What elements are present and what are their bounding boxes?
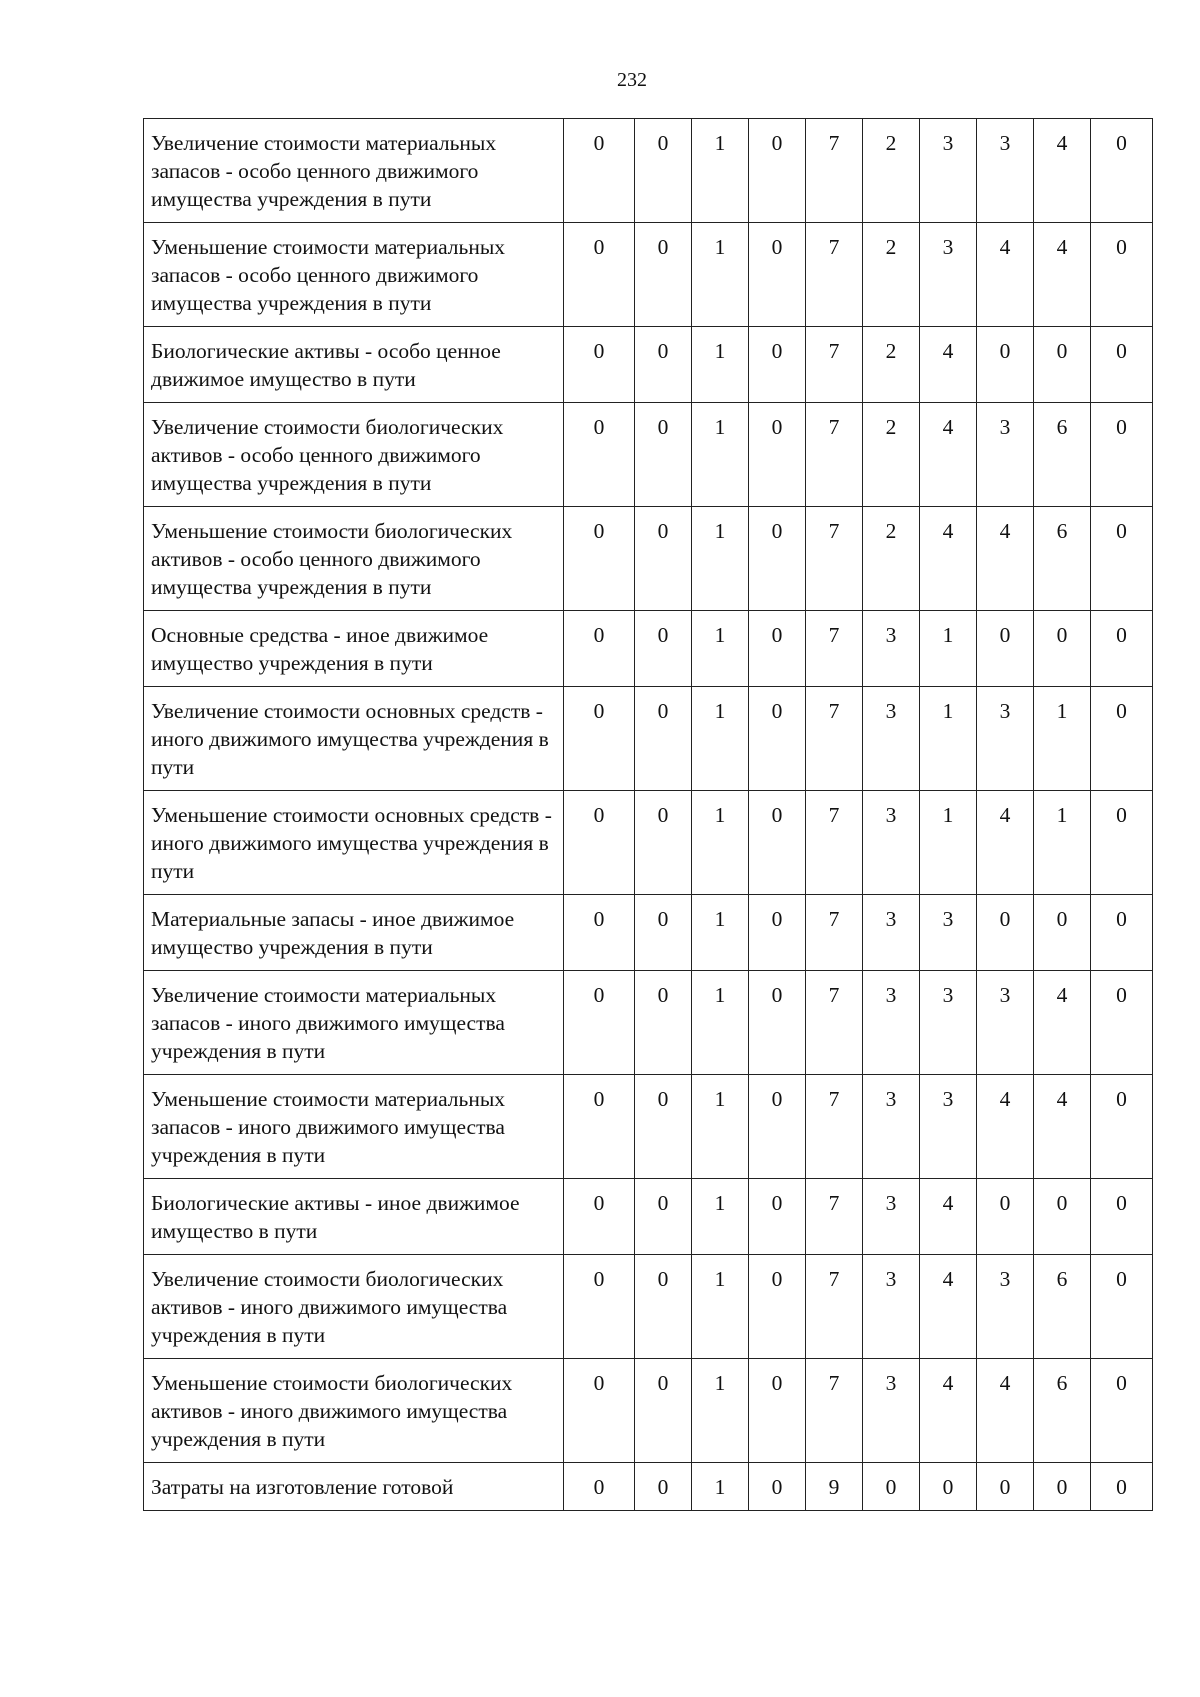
code-digit-cell: 3 — [920, 895, 977, 971]
account-name-cell: Уменьшение стоимости основных средств - иного движимого имущества учреждения в пути — [144, 791, 564, 895]
code-digit-cell: 3 — [977, 403, 1034, 507]
account-name-cell: Увеличение стоимости материальных запасов - особо ценного движимого имущества учреждения в пути — [144, 119, 564, 223]
code-digit-cell: 4 — [920, 1255, 977, 1359]
table-row — [144, 1359, 1153, 1463]
code-digit-cell: 3 — [920, 223, 977, 327]
account-codes-table — [143, 118, 1153, 1511]
account-name-cell: Увеличение стоимости основных средств - иного движимого имущества учреждения в пути — [144, 687, 564, 791]
code-digit-cell: 0 — [635, 223, 692, 327]
code-digit-cell: 0 — [1091, 1179, 1153, 1255]
code-digit-cell: 1 — [692, 119, 749, 223]
code-digit-cell: 0 — [635, 327, 692, 403]
code-digit-cell: 1 — [920, 687, 977, 791]
code-digit-cell: 7 — [806, 1179, 863, 1255]
code-digit-cell: 0 — [1091, 1075, 1153, 1179]
code-digit-cell: 7 — [806, 1075, 863, 1179]
code-digit-cell: 0 — [635, 1255, 692, 1359]
code-digit-cell: 0 — [749, 895, 806, 971]
code-digit-cell: 4 — [1034, 223, 1091, 327]
code-digit-cell: 0 — [749, 791, 806, 895]
code-digit-cell: 3 — [863, 1255, 920, 1359]
code-digit-cell: 7 — [806, 507, 863, 611]
code-digit-cell: 7 — [806, 895, 863, 971]
code-digit-cell: 0 — [1091, 119, 1153, 223]
code-digit-cell: 0 — [863, 1463, 920, 1511]
code-digit-cell: 2 — [863, 119, 920, 223]
code-digit-cell: 0 — [564, 1359, 635, 1463]
code-digit-cell: 3 — [863, 895, 920, 971]
code-digit-cell: 0 — [635, 1359, 692, 1463]
code-digit-cell: 0 — [1091, 791, 1153, 895]
code-digit-cell: 7 — [806, 327, 863, 403]
code-digit-cell: 1 — [692, 327, 749, 403]
code-digit-cell: 0 — [564, 1255, 635, 1359]
code-digit-cell: 0 — [920, 1463, 977, 1511]
code-digit-cell: 0 — [564, 791, 635, 895]
code-digit-cell: 0 — [564, 119, 635, 223]
code-digit-cell: 0 — [977, 1463, 1034, 1511]
code-digit-cell: 0 — [1091, 895, 1153, 971]
code-digit-cell: 0 — [564, 971, 635, 1075]
table-row — [144, 223, 1153, 327]
code-digit-cell: 0 — [635, 119, 692, 223]
code-digit-cell: 0 — [1091, 327, 1153, 403]
code-digit-cell: 7 — [806, 611, 863, 687]
code-digit-cell: 3 — [863, 1179, 920, 1255]
code-digit-cell: 7 — [806, 1359, 863, 1463]
code-digit-cell: 0 — [1091, 611, 1153, 687]
code-digit-cell: 0 — [1034, 1179, 1091, 1255]
code-digit-cell: 3 — [863, 791, 920, 895]
code-digit-cell: 3 — [863, 687, 920, 791]
code-digit-cell: 3 — [863, 611, 920, 687]
account-name-cell: Основные средства - иное движимое имущество учреждения в пути — [144, 611, 564, 687]
code-digit-cell: 0 — [749, 1255, 806, 1359]
code-digit-cell: 0 — [749, 507, 806, 611]
code-digit-cell: 3 — [977, 687, 1034, 791]
code-digit-cell: 2 — [863, 223, 920, 327]
code-digit-cell: 7 — [806, 971, 863, 1075]
code-digit-cell: 2 — [863, 403, 920, 507]
code-digit-cell: 0 — [1091, 1463, 1153, 1511]
code-digit-cell: 0 — [564, 611, 635, 687]
code-digit-cell: 0 — [749, 119, 806, 223]
code-digit-cell: 0 — [749, 1179, 806, 1255]
code-digit-cell: 0 — [635, 1075, 692, 1179]
code-digit-cell: 3 — [863, 1075, 920, 1179]
code-digit-cell: 0 — [564, 223, 635, 327]
code-digit-cell: 4 — [1034, 1075, 1091, 1179]
code-digit-cell: 4 — [1034, 971, 1091, 1075]
page-number: 232 — [617, 69, 647, 91]
code-digit-cell: 6 — [1034, 403, 1091, 507]
account-name-cell: Увеличение стоимости материальных запасов - иного движимого имущества учреждения в пути — [144, 971, 564, 1075]
code-digit-cell: 0 — [749, 971, 806, 1075]
table-row — [144, 971, 1153, 1075]
code-digit-cell: 4 — [1034, 119, 1091, 223]
table-row — [144, 327, 1153, 403]
table-row — [144, 1179, 1153, 1255]
code-digit-cell: 0 — [635, 611, 692, 687]
code-digit-cell: 0 — [635, 507, 692, 611]
code-digit-cell: 1 — [692, 403, 749, 507]
table-row — [144, 791, 1153, 895]
code-digit-cell: 4 — [977, 223, 1034, 327]
code-digit-cell: 9 — [806, 1463, 863, 1511]
code-digit-cell: 0 — [749, 327, 806, 403]
code-digit-cell: 0 — [564, 895, 635, 971]
code-digit-cell: 0 — [1034, 611, 1091, 687]
code-digit-cell: 1 — [1034, 687, 1091, 791]
code-digit-cell: 1 — [692, 895, 749, 971]
code-digit-cell: 7 — [806, 223, 863, 327]
code-digit-cell: 4 — [977, 1359, 1034, 1463]
table-row — [144, 507, 1153, 611]
code-digit-cell: 4 — [920, 327, 977, 403]
code-digit-cell: 0 — [1034, 895, 1091, 971]
code-digit-cell: 0 — [564, 1463, 635, 1511]
code-digit-cell: 3 — [920, 971, 977, 1075]
account-name-cell: Материальные запасы - иное движимое имущество учреждения в пути — [144, 895, 564, 971]
code-digit-cell: 1 — [692, 507, 749, 611]
code-digit-cell: 4 — [977, 1075, 1034, 1179]
code-digit-cell: 0 — [749, 403, 806, 507]
code-digit-cell: 6 — [1034, 1255, 1091, 1359]
code-digit-cell: 0 — [1091, 223, 1153, 327]
account-name-cell: Увеличение стоимости биологических активов - особо ценного движимого имущества учреждения в пути — [144, 403, 564, 507]
account-name-cell: Уменьшение стоимости материальных запасов - особо ценного движимого имущества учреждения в пути — [144, 223, 564, 327]
code-digit-cell: 3 — [977, 971, 1034, 1075]
account-name-cell: Биологические активы - иное движимое имущество в пути — [144, 1179, 564, 1255]
code-digit-cell: 0 — [564, 507, 635, 611]
code-digit-cell: 7 — [806, 403, 863, 507]
code-digit-cell: 6 — [1034, 1359, 1091, 1463]
code-digit-cell: 0 — [635, 791, 692, 895]
code-digit-cell: 0 — [1091, 971, 1153, 1075]
table-row — [144, 403, 1153, 507]
account-name-cell: Увеличение стоимости биологических активов - иного движимого имущества учреждения в пути — [144, 1255, 564, 1359]
code-digit-cell: 0 — [977, 327, 1034, 403]
table-row — [144, 895, 1153, 971]
code-digit-cell: 4 — [920, 1179, 977, 1255]
code-digit-cell: 0 — [635, 403, 692, 507]
code-digit-cell: 2 — [863, 327, 920, 403]
code-digit-cell: 0 — [564, 403, 635, 507]
code-digit-cell: 7 — [806, 791, 863, 895]
table-row — [144, 119, 1153, 223]
code-digit-cell: 4 — [920, 1359, 977, 1463]
code-digit-cell: 3 — [977, 1255, 1034, 1359]
code-digit-cell: 0 — [977, 895, 1034, 971]
code-digit-cell: 1 — [692, 1255, 749, 1359]
table-row — [144, 1463, 1153, 1511]
table-row — [144, 611, 1153, 687]
code-digit-cell: 4 — [920, 403, 977, 507]
code-digit-cell: 3 — [977, 119, 1034, 223]
code-digit-cell: 1 — [692, 687, 749, 791]
code-digit-cell: 0 — [635, 687, 692, 791]
table-row — [144, 1255, 1153, 1359]
code-digit-cell: 0 — [977, 611, 1034, 687]
code-digit-cell: 4 — [977, 791, 1034, 895]
code-digit-cell: 1 — [692, 1075, 749, 1179]
code-digit-cell: 0 — [749, 611, 806, 687]
code-digit-cell: 1 — [1034, 791, 1091, 895]
code-digit-cell: 0 — [635, 1463, 692, 1511]
code-digit-cell: 1 — [692, 1179, 749, 1255]
code-digit-cell: 0 — [1091, 1359, 1153, 1463]
code-digit-cell: 1 — [692, 1463, 749, 1511]
code-digit-cell: 3 — [920, 1075, 977, 1179]
code-digit-cell: 0 — [749, 223, 806, 327]
code-digit-cell: 0 — [635, 895, 692, 971]
code-digit-cell: 3 — [920, 119, 977, 223]
code-digit-cell: 0 — [749, 687, 806, 791]
code-digit-cell: 1 — [692, 611, 749, 687]
account-name-cell: Биологические активы - особо ценное движимое имущество в пути — [144, 327, 564, 403]
code-digit-cell: 0 — [1034, 327, 1091, 403]
code-digit-cell: 1 — [692, 971, 749, 1075]
code-digit-cell: 7 — [806, 1255, 863, 1359]
code-digit-cell: 0 — [1091, 687, 1153, 791]
code-digit-cell: 1 — [692, 1359, 749, 1463]
table-row — [144, 687, 1153, 791]
table-row — [144, 1075, 1153, 1179]
code-digit-cell: 0 — [564, 687, 635, 791]
code-digit-cell: 0 — [1091, 507, 1153, 611]
account-name-cell: Уменьшение стоимости биологических активов - особо ценного движимого имущества учреждения в пути — [144, 507, 564, 611]
code-digit-cell: 0 — [749, 1463, 806, 1511]
code-digit-cell: 7 — [806, 119, 863, 223]
code-digit-cell: 4 — [920, 507, 977, 611]
code-digit-cell: 1 — [920, 611, 977, 687]
code-digit-cell: 1 — [692, 223, 749, 327]
code-digit-cell: 1 — [920, 791, 977, 895]
code-digit-cell: 0 — [749, 1359, 806, 1463]
code-digit-cell: 3 — [863, 971, 920, 1075]
code-digit-cell: 7 — [806, 687, 863, 791]
code-digit-cell: 0 — [749, 1075, 806, 1179]
code-digit-cell: 4 — [977, 507, 1034, 611]
account-name-cell: Затраты на изготовление готовой — [144, 1463, 564, 1511]
code-digit-cell: 0 — [564, 1075, 635, 1179]
code-digit-cell: 0 — [1091, 1255, 1153, 1359]
code-digit-cell: 3 — [863, 1359, 920, 1463]
code-digit-cell: 0 — [635, 1179, 692, 1255]
code-digit-cell: 0 — [635, 971, 692, 1075]
code-digit-cell: 0 — [1034, 1463, 1091, 1511]
code-digit-cell: 0 — [977, 1179, 1034, 1255]
code-digit-cell: 1 — [692, 791, 749, 895]
code-digit-cell: 0 — [564, 1179, 635, 1255]
code-digit-cell: 0 — [564, 327, 635, 403]
account-name-cell: Уменьшение стоимости материальных запасов - иного движимого имущества учреждения в пути — [144, 1075, 564, 1179]
code-digit-cell: 2 — [863, 507, 920, 611]
code-digit-cell: 6 — [1034, 507, 1091, 611]
code-digit-cell: 0 — [1091, 403, 1153, 507]
account-name-cell: Уменьшение стоимости биологических активов - иного движимого имущества учреждения в пути — [144, 1359, 564, 1463]
